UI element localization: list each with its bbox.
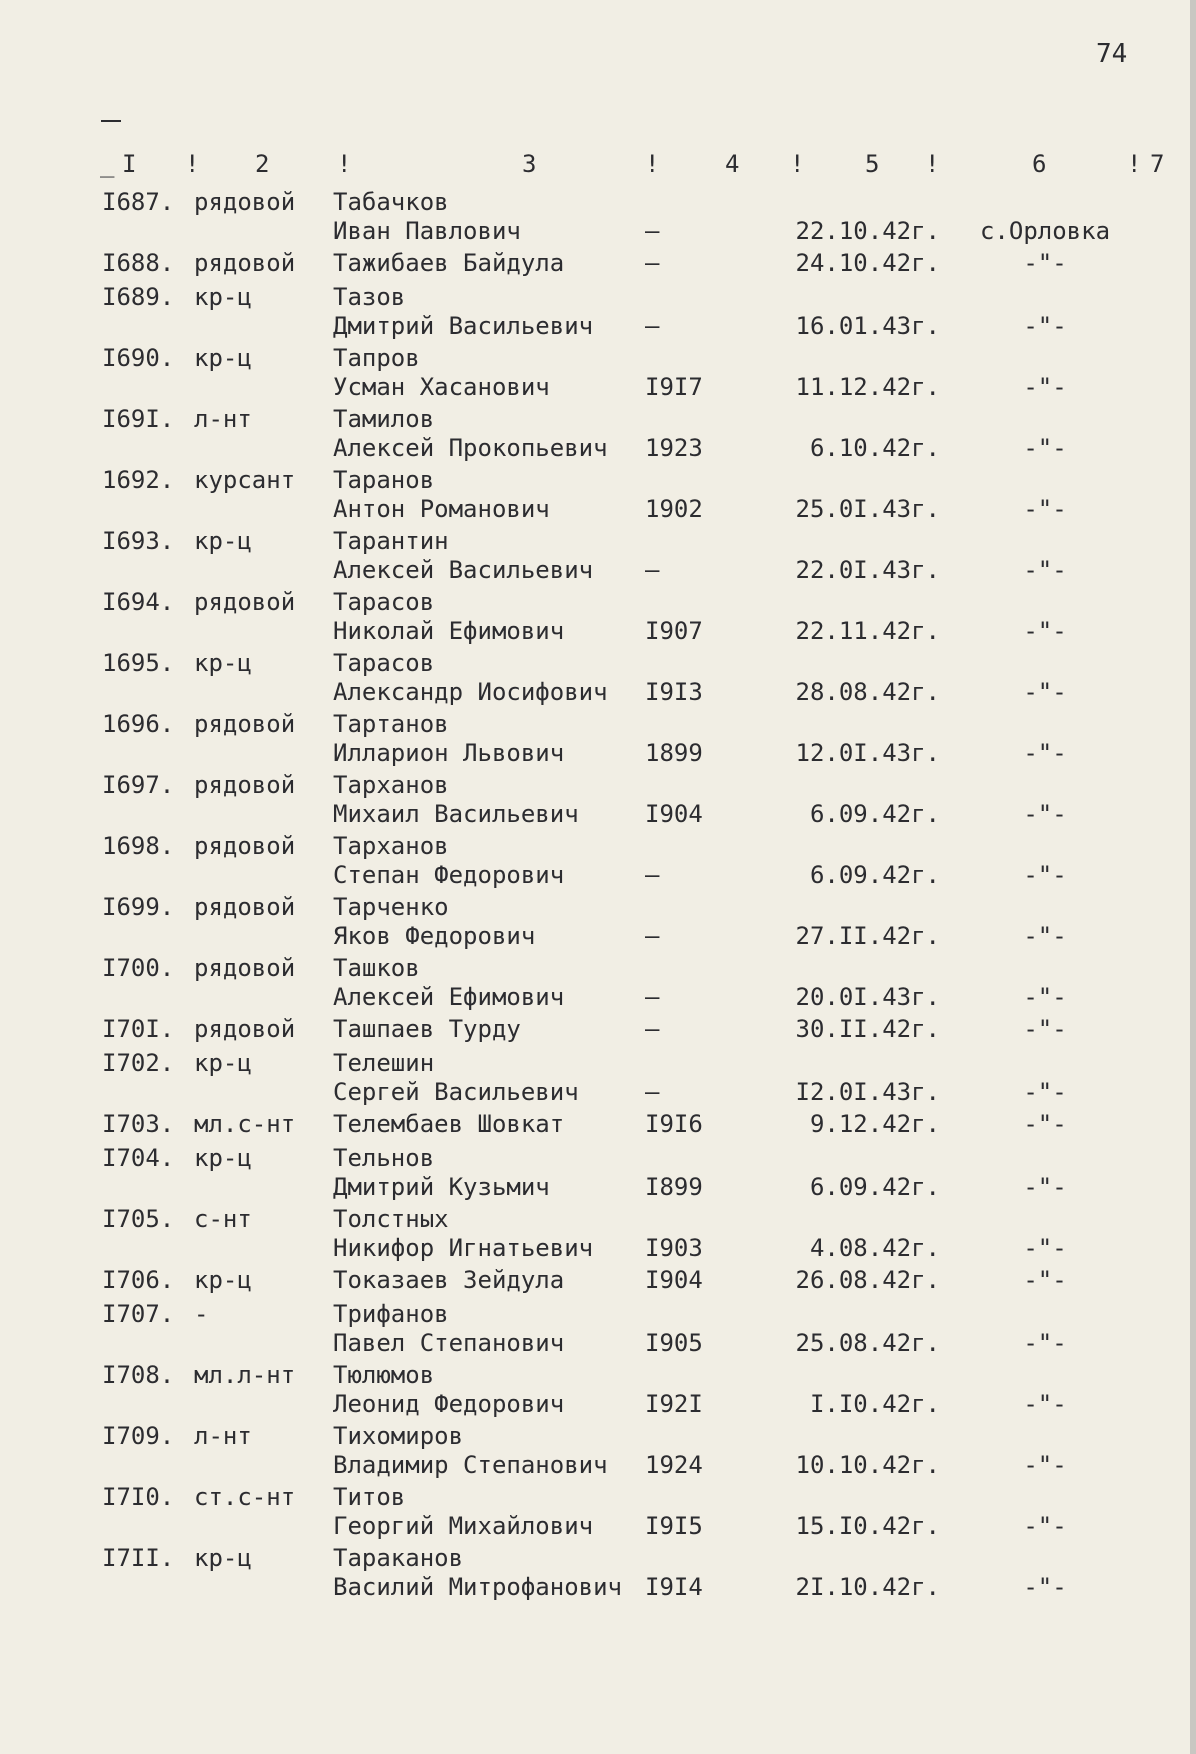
death-date: 25.0I.43г. [795,495,940,523]
rank: кр-ц [194,1049,252,1077]
burial-place: -"- [1023,373,1067,401]
full-name [333,188,521,246]
birth-year: – [645,1078,660,1106]
name-line: Тараканов [333,1544,464,1572]
page-number: 74 [1096,39,1128,69]
table-row [0,188,1190,249]
table-row [0,466,1190,527]
rank: кр-ц [194,649,252,677]
death-date: 12.0I.43г. [795,739,940,767]
burial-place: -"- [1023,1266,1067,1294]
burial-place: -"- [1023,312,1067,340]
full-name [333,832,564,890]
death-date: 26.08.42г. [795,1266,940,1294]
full-name [333,283,593,341]
record-number: I705. [102,1205,175,1233]
name-line: Ташпаев Турду [333,1015,521,1043]
column-header [0,150,1190,180]
name-line: Тажибаев Байдула [333,249,565,277]
full-name [333,588,564,646]
name-line: Тельнов [333,1144,435,1172]
rank: мл.с-нт [194,1110,296,1138]
rank: - [194,1300,209,1328]
name-line: Сергей Васильевич [333,1078,579,1106]
birth-year: I903 [645,1234,703,1262]
rank: рядовой [194,249,296,277]
header-mark: I [122,150,137,178]
death-date: 25.08.42г. [795,1329,940,1357]
full-name [333,405,608,463]
table-row [0,588,1190,649]
burial-place: -"- [1023,1078,1067,1106]
name-line: Трифанов [333,1300,449,1328]
full-name [333,649,608,707]
name-line: Тапров [333,344,420,372]
record-number: I687. [102,188,175,216]
header-mark: 4 [725,150,740,178]
name-line: Михаил Васильевич [333,800,579,828]
record-number: I7II. [102,1544,175,1572]
record-number: 1696. [102,710,175,738]
birth-year: 1923 [645,434,703,462]
name-line: Павел Степанович [333,1329,565,1357]
record-number: I694. [102,588,175,616]
burial-place: -"- [1023,556,1067,584]
birth-year: I904 [645,1266,703,1294]
rank: кр-ц [194,344,252,372]
full-name [333,1015,521,1044]
name-line: Василий Митрофанович [333,1573,622,1601]
header-mark: _ [100,150,115,178]
table-row [0,1544,1190,1605]
record-number: 1698. [102,832,175,860]
name-line: Никифор Игнатьевич [333,1234,594,1262]
death-date: 10.10.42г. [795,1451,940,1479]
table-row [0,1422,1190,1483]
burial-place: -"- [1023,1512,1067,1540]
name-line: Яков Федорович [333,922,536,950]
name-line: Дмитрий Кузьмич [333,1173,550,1201]
birth-year: – [645,217,660,245]
rank: кр-ц [194,527,252,555]
record-number: I708. [102,1361,175,1389]
name-line: Николай Ефимович [333,617,565,645]
record-number: 1692. [102,466,175,494]
margin-dash [101,120,121,122]
burial-place: -"- [1023,1573,1067,1601]
full-name [333,527,593,585]
full-name [333,710,564,768]
table-row [0,1266,1190,1300]
table-row [0,1015,1190,1049]
record-number: I699. [102,893,175,921]
death-date: 22.10.42г. [795,217,940,245]
rank: мл.л-нт [194,1361,296,1389]
name-line: Тарасов [333,649,435,677]
header-mark: ! [1127,150,1142,178]
table-row [0,954,1190,1015]
record-number: I689. [102,283,175,311]
record-number: I704. [102,1144,175,1172]
full-name [333,1361,564,1419]
full-name [333,1205,593,1263]
header-mark: ! [185,150,200,178]
death-date: 9.12.42г. [809,1110,940,1138]
table-row [0,771,1190,832]
birth-year: I9I6 [645,1110,703,1138]
rank: курсант [194,466,296,494]
table-row [0,1144,1190,1205]
burial-place: -"- [1023,678,1067,706]
record-number: I693. [102,527,175,555]
birth-year: 1902 [645,495,703,523]
full-name [333,249,564,278]
name-line: Владимир Степанович [333,1451,608,1479]
name-line: Толстных [333,1205,449,1233]
full-name [333,1266,564,1295]
record-number: I688. [102,249,175,277]
burial-place: -"- [1023,617,1067,645]
record-number: I700. [102,954,175,982]
birth-year: I9I4 [645,1573,703,1601]
table-row [0,1483,1190,1544]
table-row [0,249,1190,283]
rank: кр-ц [194,1544,252,1572]
death-date: 4.08.42г. [809,1234,940,1262]
table-row [0,344,1190,405]
table-row [0,649,1190,710]
record-number: I709. [102,1422,175,1450]
full-name [333,771,579,829]
birth-year: 1899 [645,739,703,767]
full-name [333,1110,564,1139]
name-line: Степан Федорович [333,861,565,889]
burial-place: -"- [1023,1390,1067,1418]
death-date: 24.10.42г. [795,249,940,277]
full-name [333,1144,550,1202]
header-mark: 7 [1150,150,1165,178]
birth-year: 1924 [645,1451,703,1479]
name-line: Алексей Васильевич [333,556,594,584]
table-row [0,832,1190,893]
full-name [333,954,564,1012]
rank: кр-ц [194,1144,252,1172]
rank: рядовой [194,954,296,982]
rank: с-нт [194,1205,252,1233]
birth-year: I9I3 [645,678,703,706]
name-line: Дмитрий Васильевич [333,312,594,340]
full-name [333,1422,608,1480]
name-line: Антон Романович [333,495,550,523]
birth-year: I9I7 [645,373,703,401]
rank: рядовой [194,710,296,738]
burial-place: -"- [1023,739,1067,767]
death-date: 22.0I.43г. [795,556,940,584]
header-mark: 2 [255,150,270,178]
rank: л-нт [194,405,252,433]
burial-place: -"- [1023,1110,1067,1138]
header-mark: 6 [1032,150,1047,178]
death-date: 15.I0.42г. [795,1512,940,1540]
death-date: 6.10.42г. [809,434,940,462]
death-date: I2.0I.43г. [795,1078,940,1106]
birth-year: – [645,312,660,340]
rank: рядовой [194,893,296,921]
death-date: 22.11.42г. [795,617,940,645]
name-line: Алексей Ефимович [333,983,565,1011]
rank: кр-ц [194,1266,252,1294]
name-line: Александр Иосифович [333,678,608,706]
header-mark: ! [337,150,352,178]
table-row [0,893,1190,954]
name-line: Тартанов [333,710,449,738]
table-row [0,1361,1190,1422]
record-list [0,188,1190,1605]
name-line: Тамилов [333,405,435,433]
name-line: Иван Павлович [333,217,521,245]
birth-year: I905 [645,1329,703,1357]
name-line: Тарченко [333,893,449,921]
name-line: Телешин [333,1049,435,1077]
burial-place: -"- [1023,1329,1067,1357]
table-row [0,1049,1190,1110]
name-line: Тюлюмов [333,1361,435,1389]
death-date: 16.01.43г. [795,312,940,340]
name-line: Георгий Михайлович [333,1512,594,1540]
birth-year: – [645,556,660,584]
birth-year: – [645,249,660,277]
header-mark: ! [925,150,940,178]
burial-place: -"- [1023,922,1067,950]
death-date: 28.08.42г. [795,678,940,706]
record-number: I703. [102,1110,175,1138]
birth-year: I907 [645,617,703,645]
full-name [333,1544,622,1602]
rank: рядовой [194,771,296,799]
burial-place: -"- [1023,1173,1067,1201]
burial-place: -"- [1023,1015,1067,1043]
header-mark: ! [645,150,660,178]
record-number: I702. [102,1049,175,1077]
name-line: Таранов [333,466,435,494]
death-date: 6.09.42г. [809,800,940,828]
name-line: Тарасов [333,588,435,616]
name-line: Титов [333,1483,406,1511]
birth-year: – [645,922,660,950]
burial-place: с.Орловка [979,217,1111,245]
record-number: I697. [102,771,175,799]
death-date: 30.II.42г. [795,1015,940,1043]
record-number: I690. [102,344,175,372]
death-date: 6.09.42г. [809,1173,940,1201]
full-name [333,344,550,402]
table-row [0,710,1190,771]
death-date: 27.II.42г. [795,922,940,950]
rank: рядовой [194,832,296,860]
rank: рядовой [194,588,296,616]
name-line: Леонид Федорович [333,1390,565,1418]
full-name [333,1049,579,1107]
name-line: Тарханов [333,771,449,799]
record-number: I69I. [102,405,175,433]
burial-place: -"- [1023,983,1067,1011]
rank: л-нт [194,1422,252,1450]
burial-place: -"- [1023,1234,1067,1262]
full-name [333,893,535,951]
burial-place: -"- [1023,1451,1067,1479]
death-date: 2I.10.42г. [795,1573,940,1601]
burial-place: -"- [1023,249,1067,277]
name-line: Ташков [333,954,420,982]
header-mark: 5 [865,150,880,178]
rank: рядовой [194,188,296,216]
name-line: Тарантин [333,527,449,555]
full-name [333,466,550,524]
birth-year: I899 [645,1173,703,1201]
birth-year: I92I [645,1390,703,1418]
birth-year: – [645,861,660,889]
table-row [0,283,1190,344]
full-name [333,1483,593,1541]
burial-place: -"- [1023,861,1067,889]
full-name [333,1300,564,1358]
birth-year: – [645,983,660,1011]
name-line: Тихомиров [333,1422,464,1450]
record-number: I7I0. [102,1483,175,1511]
rank: кр-ц [194,283,252,311]
death-date: I.I0.42г. [809,1390,940,1418]
table-row [0,527,1190,588]
record-number: 1695. [102,649,175,677]
birth-year: – [645,1015,660,1043]
record-number: I707. [102,1300,175,1328]
name-line: Тарханов [333,832,449,860]
name-line: Телембаев Шовкат [333,1110,565,1138]
burial-place: -"- [1023,434,1067,462]
birth-year: I904 [645,800,703,828]
record-number: I70I. [102,1015,175,1043]
table-row [0,405,1190,466]
rank: ст.с-нт [194,1483,296,1511]
name-line: Усман Хасанович [333,373,550,401]
death-date: 11.12.42г. [795,373,940,401]
birth-year: I9I5 [645,1512,703,1540]
header-mark: 3 [522,150,537,178]
table-row [0,1110,1190,1144]
rank: рядовой [194,1015,296,1043]
name-line: Илларион Львович [333,739,565,767]
name-line: Табачков [333,188,449,216]
name-line: Алексей Прокопьевич [333,434,608,462]
table-row [0,1300,1190,1361]
name-line: Тазов [333,283,406,311]
name-line: Токазаев Зейдула [333,1266,565,1294]
record-number: I706. [102,1266,175,1294]
burial-place: -"- [1023,800,1067,828]
table-row [0,1205,1190,1266]
death-date: 20.0I.43г. [795,983,940,1011]
death-date: 6.09.42г. [809,861,940,889]
burial-place: -"- [1023,495,1067,523]
header-mark: ! [790,150,805,178]
